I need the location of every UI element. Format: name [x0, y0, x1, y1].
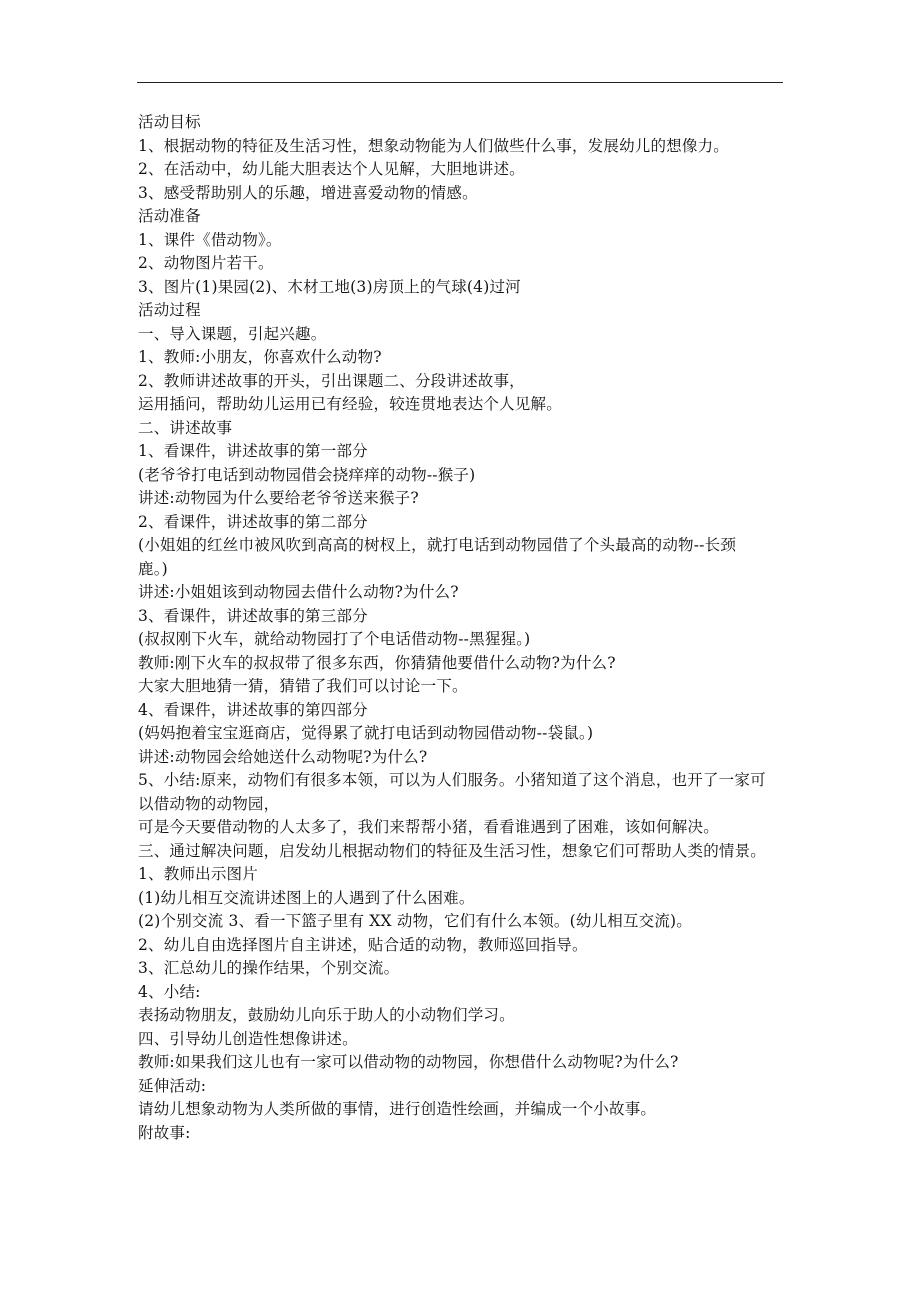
text-line: 讲述:小姐姐该到动物园去借什么动物?为什么?: [138, 583, 459, 601]
text-line: 1、看课件，讲述故事的第一部分: [138, 442, 368, 460]
header-rule: [137, 82, 783, 83]
text-line: 2、看课件，讲述故事的第二部分: [138, 512, 368, 531]
text-line: 讲述:动物园为什么要给老爷爷送来猴子?: [138, 489, 419, 507]
text-line: (叔叔刚下火车，就给动物园打了个电话借动物--黑猩猩。): [138, 630, 531, 648]
text-line: 1、课件《借动物》。: [138, 230, 282, 249]
text-line: (老爷爷打电话到动物园借会挠痒痒的动物--猴子): [138, 465, 476, 484]
text-line: 可是今天要借动物的人太多了，我们来帮帮小猪，看看谁遇到了困难，该如何解决。: [138, 818, 719, 836]
text-line: 教师:如果我们这儿也有一家可以借动物的动物园，你想借什么动物呢?为什么?: [138, 1053, 679, 1071]
text-line: (2)个别交流 3、看一下篮子里有 XX 动物，它们有什么本领。(幼儿相互交流)。: [138, 912, 692, 930]
text-line: 3、感受帮助别人的乐趣，增进喜爱动物的情感。: [138, 183, 478, 202]
text-line: 2、在活动中，幼儿能大胆表达个人见解，大胆地讲述。: [138, 160, 525, 178]
text-line: 运用插问，帮助幼儿运用已有经验，较连贯地表达个人见解。: [138, 395, 562, 413]
section-heading-preparation: 活动准备: [138, 207, 201, 225]
text-line: 以借动物的动物园，: [138, 794, 280, 813]
section-heading-extension: 延伸活动:: [138, 1076, 207, 1095]
text-line: 表扬动物朋友，鼓励幼儿向乐于助人的小动物们学习。: [138, 1006, 515, 1024]
text-line: 讲述:动物园会给她送什么动物呢?为什么?: [138, 747, 428, 766]
document-body: [138, 111, 786, 1145]
text-line: 2、动物图片若干。: [138, 254, 274, 272]
section-heading-appendix: 附故事:: [138, 1123, 191, 1142]
text-line: 2、教师讲述故事的开头，引出课题二、分段讲述故事，: [138, 371, 525, 390]
text-line: 3、图片(1)果园(2)、木材工地(3)房顶上的气球(4)过河: [138, 277, 521, 296]
text-line: 教师:刚下火车的叔叔带了很多东西，你猜猜他要借什么动物?为什么?: [138, 653, 616, 672]
text-line: 一、导入课题，引起兴趣。: [138, 324, 327, 343]
text-line: 4、看课件，讲述故事的第四部分: [138, 700, 368, 719]
text-line: 四、引导幼儿创造性想像讲述。: [138, 1029, 358, 1048]
text-line: 3、汇总幼儿的操作结果，个别交流。: [138, 959, 400, 977]
text-line: (小姐姐的红丝巾被风吹到高高的树杈上，就打电话到动物园借了个头最高的动物--长颈: [138, 536, 737, 554]
section-heading-process: 活动过程: [138, 301, 201, 319]
text-line: 二、讲述故事: [138, 418, 233, 437]
text-line: 1、根据动物的特征及生活习性，想象动物能为人们做些什么事，发展幼儿的想像力。: [138, 136, 729, 155]
text-line: 3、看课件，讲述故事的第三部分: [138, 606, 368, 625]
text-line: 三、通过解决问题，启发幼儿根据动物们的特征及生活习性，想象它们可帮助人类的情景。: [138, 841, 767, 860]
text-line: 5、小结:原来，动物们有很多本领，可以为人们服务。小猪知道了这个消息，也开了一家可: [138, 771, 766, 789]
section-heading-goals: 活动目标: [138, 113, 201, 131]
text-line: 大家大胆地猜一猜，猜错了我们可以讨论一下。: [138, 677, 468, 695]
text-line: 1、教师:小朋友，你喜欢什么动物?: [138, 348, 382, 366]
text-line: 1、教师出示图片: [138, 865, 258, 883]
text-line: 2、幼儿自由选择图片自主讲述，贴合适的动物，教师巡回指导。: [138, 935, 588, 954]
text-line: (妈妈抱着宝宝逛商店，觉得累了就打电话到动物园借动物--袋鼠。): [138, 724, 594, 742]
text-line: 4、小结:: [138, 982, 201, 1001]
text-line: (1)幼儿相互交流讲述图上的人遇到了什么困难。: [138, 888, 475, 907]
text-line: 请幼儿想象动物为人类所做的事情，进行创造性绘画，并编成一个小故事。: [138, 1100, 657, 1118]
text-line: 鹿。): [138, 559, 168, 578]
